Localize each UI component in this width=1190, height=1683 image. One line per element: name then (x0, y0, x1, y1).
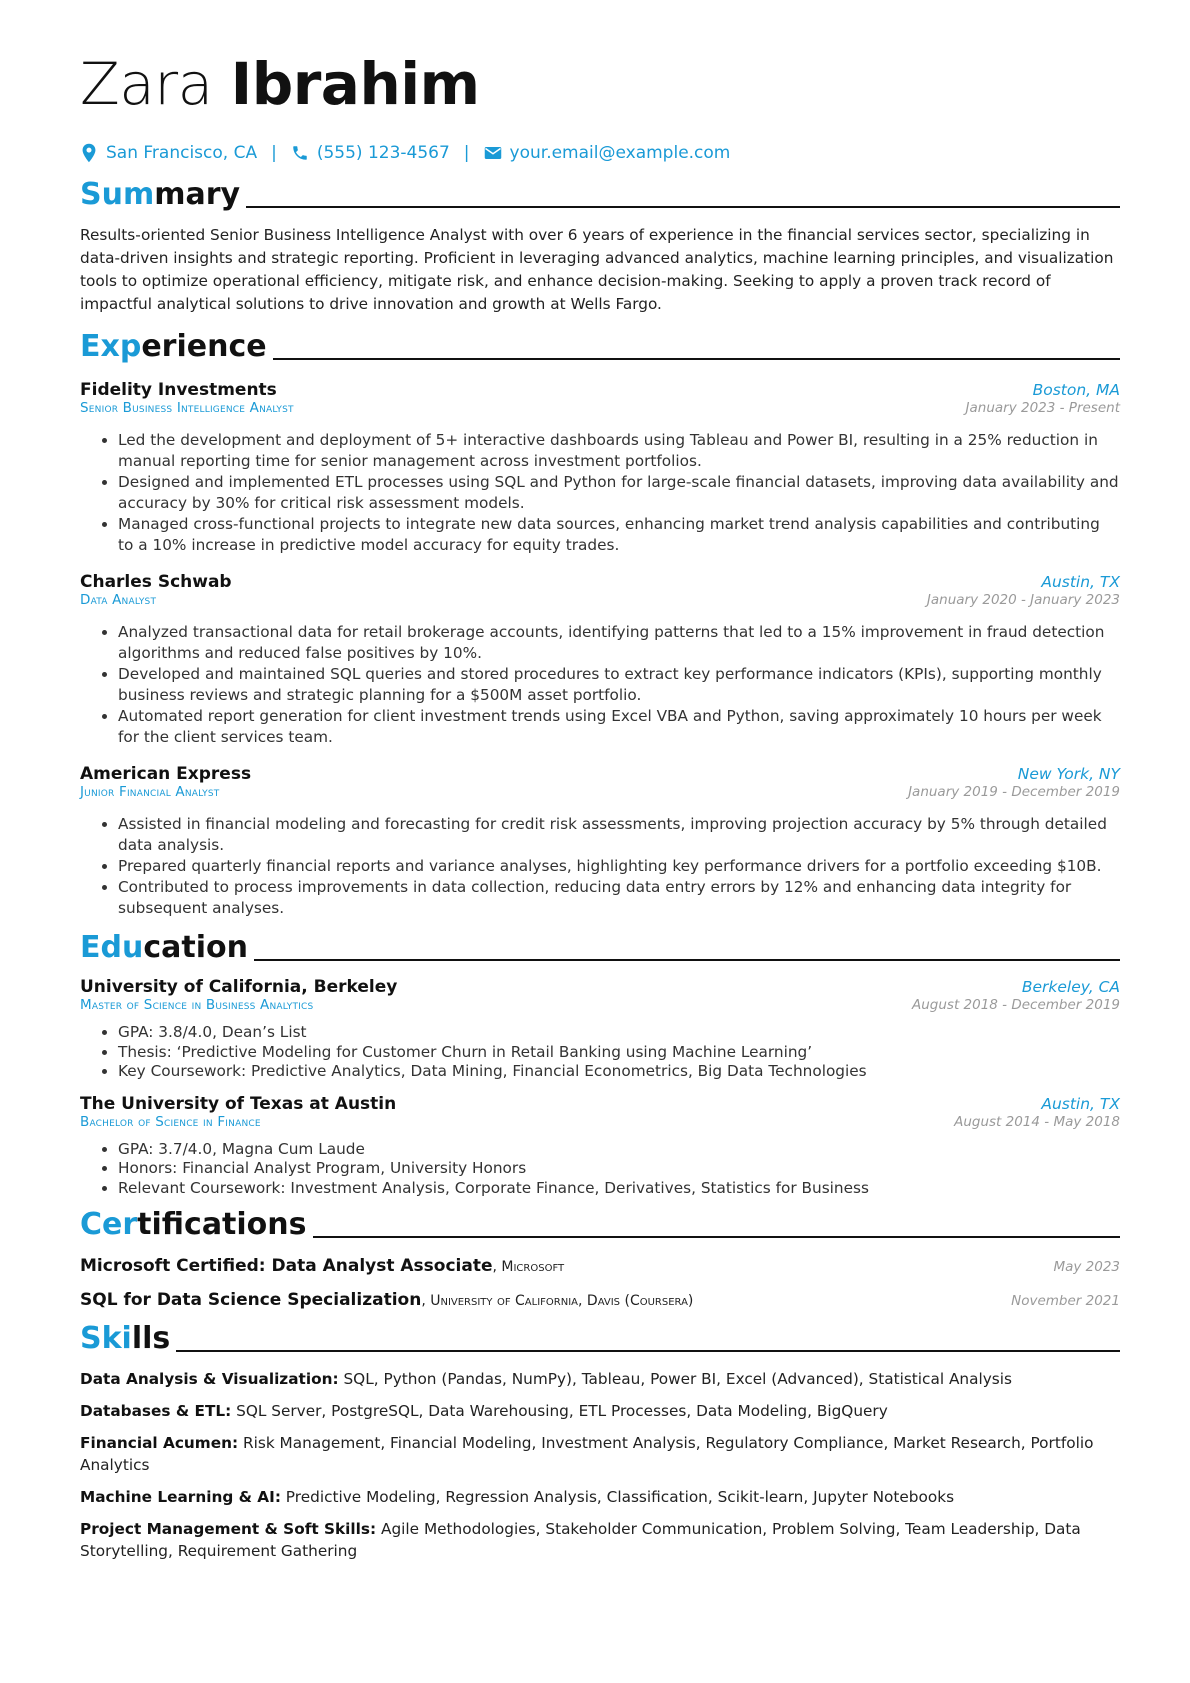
contact-separator: | (271, 143, 277, 163)
job-location: Boston, MA (1032, 381, 1120, 399)
map-pin-icon (80, 143, 98, 163)
section-title: Experience (80, 329, 267, 364)
bullet: • Relevant Coursework: Investment Analysis, Corporate Finance, Derivatives, Statistics for Business (118, 1179, 1120, 1199)
contact-phone[interactable] (291, 143, 450, 163)
skill-items: Agile Methodologies, Stakeholder Communication, Problem Solving, Team Leadership, Data Storytelling, Requirement Gathering (80, 1520, 1081, 1560)
skill-category: Data Analysis & Visualization: (80, 1370, 339, 1388)
section-title: Certifications (80, 1207, 307, 1242)
section-rule (176, 1350, 1120, 1352)
bullet: • Key Coursework: Predictive Analytics, Data Mining, Financial Econometrics, Big Data Technologies (118, 1062, 1120, 1082)
certification-date: May 2023 (1053, 1259, 1120, 1275)
phone-text: (555) 123-4567 (316, 143, 450, 163)
company-name: Fidelity Investments (80, 380, 277, 400)
section-rule (246, 206, 1120, 208)
bullet: • GPA: 3.7/4.0, Magna Cum Laude (118, 1140, 1120, 1160)
skill-group (80, 1400, 1120, 1422)
bullet: • Thesis: ‘Predictive Modeling for Customer Churn in Retail Banking using Machine Learning’ (118, 1043, 1120, 1063)
section-rule (254, 959, 1120, 961)
envelope-icon (484, 143, 502, 163)
skill-items: Predictive Modeling, Regression Analysis, Classification, Scikit-learn, Jupyter Notebooks (280, 1488, 955, 1506)
skill-group (80, 1518, 1120, 1562)
skill-items: Risk Management, Financial Modeling, Investment Analysis, Regulatory Compliance, Market Research, Portfolio Analytics (80, 1434, 1094, 1474)
education-entry (80, 977, 1120, 1082)
certifications-section-heading (80, 1208, 1120, 1242)
certification-item (80, 1290, 1120, 1310)
contact-email[interactable] (484, 143, 731, 163)
last-name: Ibrahim (230, 50, 480, 118)
job-title: Data Analyst (80, 592, 157, 608)
skill-category: Financial Acumen: (80, 1434, 239, 1452)
contact-bar (80, 140, 1120, 166)
skill-group (80, 1486, 1120, 1508)
company-name: American Express (80, 764, 252, 784)
degree: Bachelor of Science in Finance (80, 1113, 261, 1130)
job-bullets (80, 430, 1120, 556)
certification-name: SQL for Data Science Specialization (80, 1290, 422, 1310)
company-name: Charles Schwab (80, 572, 232, 592)
education-bullets (80, 1023, 1120, 1082)
section-title: Summary (80, 177, 241, 212)
skill-category: Machine Learning & AI: (80, 1488, 281, 1506)
bullet: • Designed and implemented ETL processes using SQL and Python for large-scale financial datasets, improving data availability and accuracy by 30% for critical risk assessment models. (118, 472, 1120, 514)
experience-entry (80, 380, 1120, 556)
candidate-name (80, 42, 1120, 126)
skill-category: Project Management & Soft Skills: (80, 1520, 377, 1538)
certification-issuer: , Microsoft (492, 1259, 565, 1275)
location-text: San Francisco, CA (106, 143, 258, 163)
education-entry (80, 1094, 1120, 1199)
first-name: Zara (80, 50, 213, 118)
job-title: Senior Business Intelligence Analyst (80, 400, 294, 416)
school-name: The University of Texas at Austin (80, 1093, 397, 1114)
bullet: • Analyzed transactional data for retail brokerage accounts, identifying patterns that led to a 15% improvement in fraud detection algorithms and reduced false positives by 10%. (118, 622, 1120, 664)
certification-name: Microsoft Certified: Data Analyst Associate (80, 1256, 493, 1276)
job-location: New York, NY (1017, 765, 1120, 783)
section-rule (273, 358, 1120, 360)
section-title: Skills (80, 1321, 171, 1356)
job-bullets (80, 814, 1120, 919)
experience-entry (80, 572, 1120, 748)
bullet: • GPA: 3.8/4.0, Dean’s List (118, 1023, 1120, 1043)
bullet: • Assisted in financial modeling and forecasting for credit risk assessments, improving projection accuracy by 5% through detailed data analysis. (118, 814, 1120, 856)
education-dates: August 2018 - December 2019 (912, 997, 1120, 1013)
skill-items: SQL Server, PostgreSQL, Data Warehousing, ETL Processes, Data Modeling, BigQuery (231, 1402, 888, 1420)
school-location: Austin, TX (1041, 1094, 1120, 1113)
job-dates: January 2020 - January 2023 (926, 592, 1120, 608)
section-title: Education (80, 930, 248, 965)
bullet: • Developed and maintained SQL queries and stored procedures to extract key performance indicators (KPIs), supporting monthly business reviews and strategic planning for a $500M asset portfolio. (118, 664, 1120, 706)
bullet: • Prepared quarterly financial reports and variance analyses, highlighting key performance drivers for a portfolio exceeding $10B. (118, 856, 1120, 877)
contact-location (80, 143, 257, 163)
skills-section-heading (80, 1322, 1120, 1356)
phone-icon (291, 143, 309, 163)
skill-group (80, 1432, 1120, 1476)
job-dates: January 2019 - December 2019 (908, 784, 1120, 800)
certification-item (80, 1256, 1120, 1276)
education-dates: August 2014 - May 2018 (954, 1113, 1120, 1130)
email-link[interactable]: your.email@example.com (509, 143, 731, 163)
job-location: Austin, TX (1041, 573, 1120, 591)
experience-section-heading (80, 330, 1120, 364)
skill-group (80, 1368, 1120, 1390)
education-bullets (80, 1140, 1120, 1199)
skill-category: Databases & ETL: (80, 1402, 232, 1420)
summary-section-heading (80, 178, 1120, 212)
section-rule (313, 1236, 1120, 1238)
bullet: • Contributed to process improvements in data collection, reducing data entry errors by 12% and enhancing data integrity for subsequent analyses. (118, 877, 1120, 919)
job-dates: January 2023 - Present (965, 400, 1120, 416)
bullet: • Managed cross-functional projects to integrate new data sources, enhancing market trend analysis capabilities and contributing to a 10% increase in predictive model accuracy for equity trades. (118, 514, 1120, 556)
school-name: University of California, Berkeley (80, 977, 398, 997)
summary-text: Results-oriented Senior Business Intelligence Analyst with over 6 years of experience in the financial services sector, specializing in data-driven insights and strategic reporting. Proficient in leveraging advanced analytics, machine learning principles, and visualization tools to optimize operational efficiency, mitigate risk, and enhance decision-making. Seeking to apply a proven track record of impactful analytical solutions to drive innovation and growth at Wells Fargo. (80, 226, 1114, 313)
bullet: • Automated report generation for client investment trends using Excel VBA and Python, saving approximately 10 hours per week for the client services team. (118, 706, 1120, 748)
job-bullets (80, 622, 1120, 748)
education-section-heading (80, 931, 1120, 965)
degree: Master of Science in Business Analytics (80, 997, 314, 1013)
skill-items: SQL, Python (Pandas, NumPy), Tableau, Power BI, Excel (Advanced), Statistical Analysis (338, 1370, 1012, 1388)
bullet: • Honors: Financial Analyst Program, University Honors (118, 1159, 1120, 1179)
bullet: • Led the development and deployment of 5+ interactive dashboards using Tableau and Power BI, resulting in a 25% reduction in manual reporting time for senior management across investment portfolios. (118, 430, 1120, 472)
certification-date: November 2021 (1011, 1293, 1120, 1309)
certification-issuer: , University of California, Davis (Coursera) (421, 1293, 694, 1309)
experience-entry (80, 764, 1120, 919)
contact-separator: | (463, 143, 470, 163)
school-location: Berkeley, CA (1021, 978, 1120, 996)
job-title: Junior Financial Analyst (80, 784, 220, 800)
